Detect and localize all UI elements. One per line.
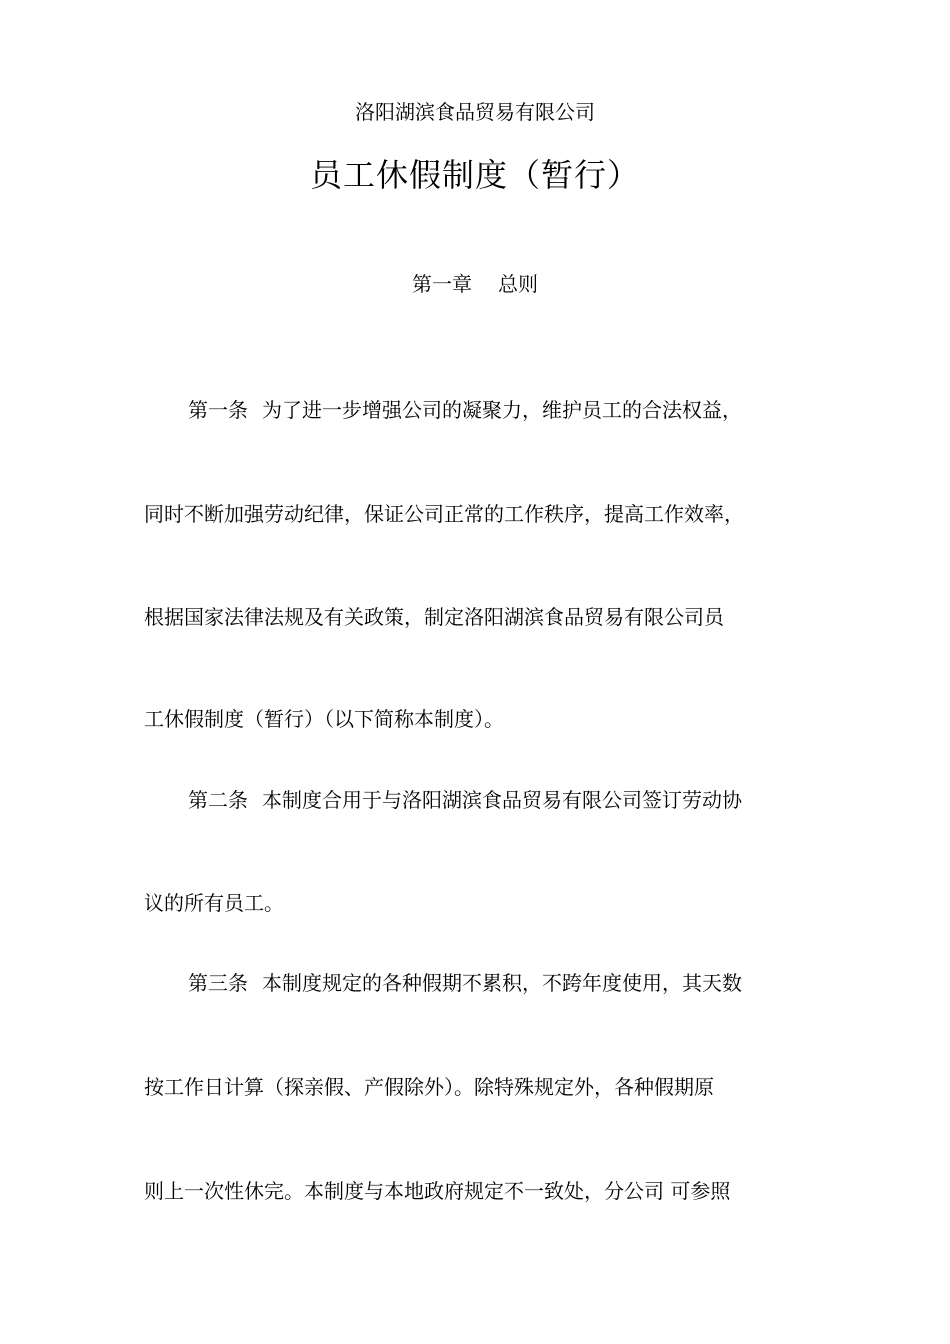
- company-name: 洛阳湖滨食品贸易有限公司: [355, 100, 595, 124]
- article-1-line-1: [188, 396, 888, 424]
- article-3-label: 第三条: [188, 971, 248, 995]
- article-2-line-1: [188, 786, 888, 814]
- article-1-text-1: 为了进一步增强公司的凝聚力，维护员工的合法权益，: [262, 398, 742, 422]
- article-3-line-2: 按工作日计算（探亲假、产假除外）。除特殊规定外，各种假期原: [144, 1075, 714, 1099]
- article-1-label: 第一条: [188, 398, 248, 422]
- chapter-name: 总则: [498, 272, 538, 296]
- article-2-text-1: 本制度合用于与洛阳湖滨食品贸易有限公司签订劳动协: [262, 788, 742, 812]
- article-1-line-4: 工休假制度（暂行）（以下简称本制度）。: [144, 707, 504, 731]
- article-3-line-3: 则上一次性休完。本制度与本地政府规定不一致处，分公司 可参照: [144, 1179, 731, 1203]
- article-3-text-1: 本制度规定的各种假期不累积，不跨年度使用，其天数: [262, 971, 742, 995]
- article-1-line-3: 根据国家法律法规及有关政策，制定洛阳湖滨食品贸易有限公司员: [144, 605, 724, 629]
- article-3-line-1: [188, 969, 888, 997]
- article-2-line-2: 议的所有员工。: [144, 891, 284, 915]
- chapter-number: 第一章: [412, 272, 472, 296]
- article-2-label: 第二条: [188, 788, 248, 812]
- document-title: 员工休假制度（暂行）: [309, 156, 640, 194]
- article-1-line-2: 同时不断加强劳动纪律，保证公司正常的工作秩序，提高工作效率，: [144, 502, 744, 526]
- chapter-heading: [0, 270, 950, 298]
